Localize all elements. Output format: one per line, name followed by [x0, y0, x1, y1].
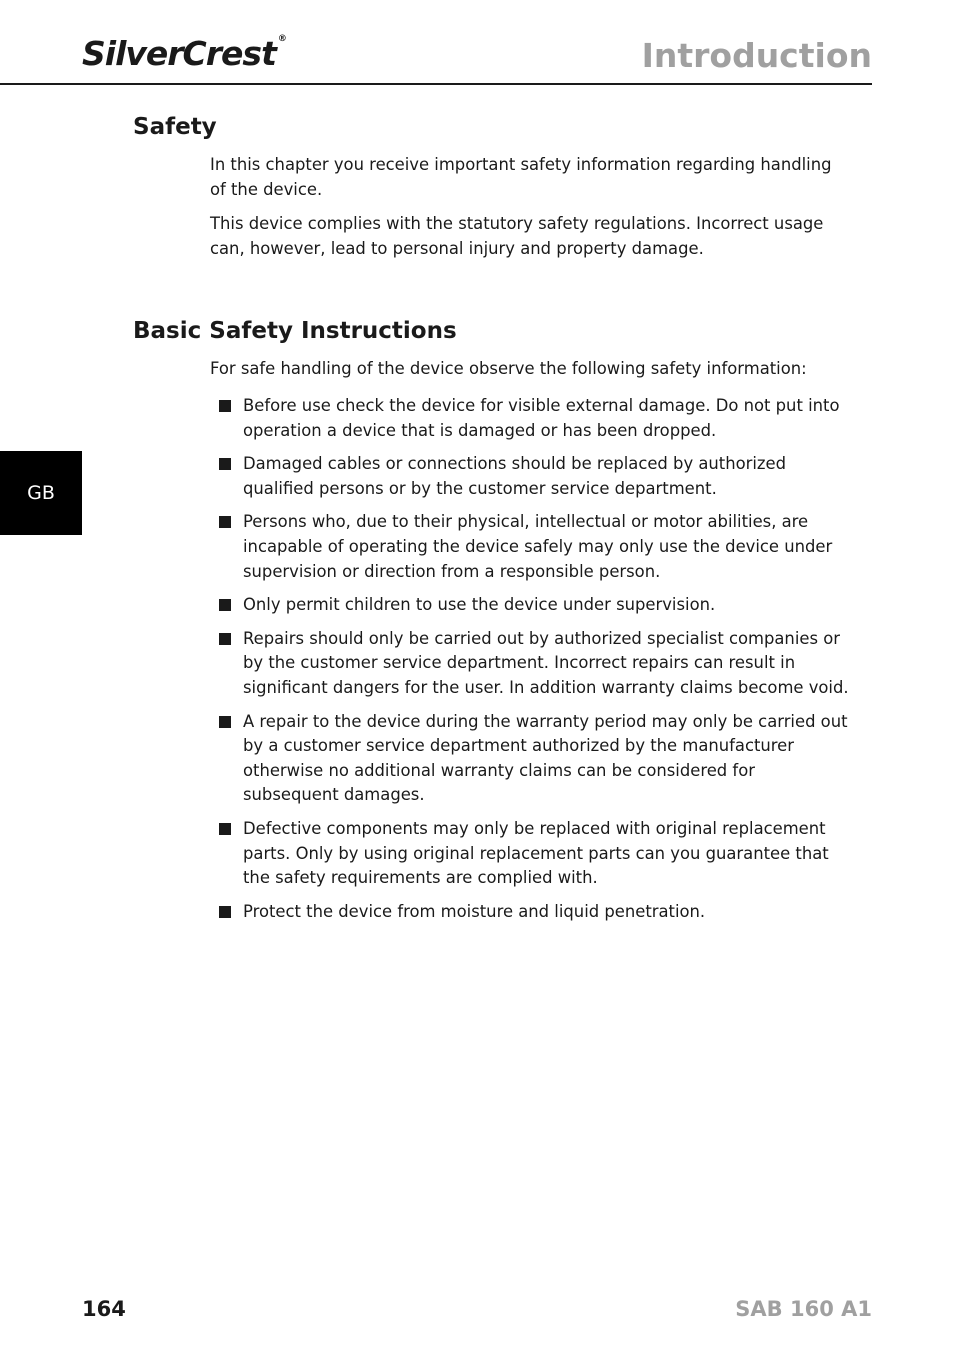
bullet-square-icon — [219, 633, 231, 645]
brand-logo — [82, 34, 286, 73]
brand-name: SilverCrest — [82, 34, 276, 73]
list-item — [210, 452, 850, 501]
list-item-text: Before use check the device for visible external damage. Do not put into operation a device that is damaged or has been dropped. — [243, 396, 840, 440]
language-tab-label: GB — [27, 482, 55, 504]
list-item-text: Damaged cables or connections should be replaced by authorized qualified persons or by the customer service department. — [243, 454, 787, 498]
list-item — [210, 510, 850, 584]
list-item-text: Repairs should only be carried out by authorized specialist companies or by the customer service department. Incorrect repairs can result in significant dangers for the user. In addition warranty claims become void. — [243, 628, 849, 697]
list-item — [210, 710, 850, 808]
language-tab — [0, 451, 82, 535]
list-item-text: Defective components may only be replaced with original replacement parts. Only by using original replacement parts can you guarantee that the safety requirements are complied with. — [243, 818, 829, 888]
safety-paragraph-1: In this chapter you receive important safety information regarding handling of the device. — [210, 155, 832, 199]
bullet-square-icon — [219, 599, 231, 611]
bullet-square-icon — [219, 458, 231, 470]
list-item — [210, 900, 850, 925]
list-item-text: Persons who, due to their physical, intellectual or motor abilities, are incapable of operating the device safely may only use the device under supervision or direction from a responsible person. — [243, 512, 833, 581]
model-number: SAB 160 A1 — [735, 1297, 872, 1321]
registered-mark: ® — [277, 34, 286, 44]
list-item-text: A repair to the device during the warranty period may only be carried out by a customer service department authorized by the manufacturer otherwise no additional warranty claims can be considered for subsequent damages. — [243, 711, 848, 805]
page-number: 164 — [82, 1297, 126, 1321]
bullet-square-icon — [219, 716, 231, 728]
bullet-square-icon — [219, 823, 231, 835]
list-item — [210, 817, 850, 891]
safety-heading: Safety — [133, 114, 217, 140]
safety-paragraph-2: This device complies with the statutory safety regulations. Incorrect usage can, however, lead to personal injury and property damage. — [210, 214, 824, 258]
basic-safety-heading: Basic Safety Instructions — [133, 318, 457, 344]
chapter-title: Introduction — [641, 36, 872, 75]
list-item — [210, 593, 850, 618]
list-item-text: Protect the device from moisture and liquid penetration. — [243, 901, 706, 921]
bullet-square-icon — [219, 906, 231, 918]
list-item — [210, 627, 850, 701]
bullet-square-icon — [219, 400, 231, 412]
basic-safety-intro: For safe handling of the device observe the following safety information: — [210, 359, 807, 378]
list-item-text: Only permit children to use the device under supervision. — [243, 595, 716, 615]
list-item — [210, 394, 850, 443]
bullet-square-icon — [219, 516, 231, 528]
safety-instructions-list — [210, 394, 850, 933]
header-divider — [0, 83, 872, 85]
